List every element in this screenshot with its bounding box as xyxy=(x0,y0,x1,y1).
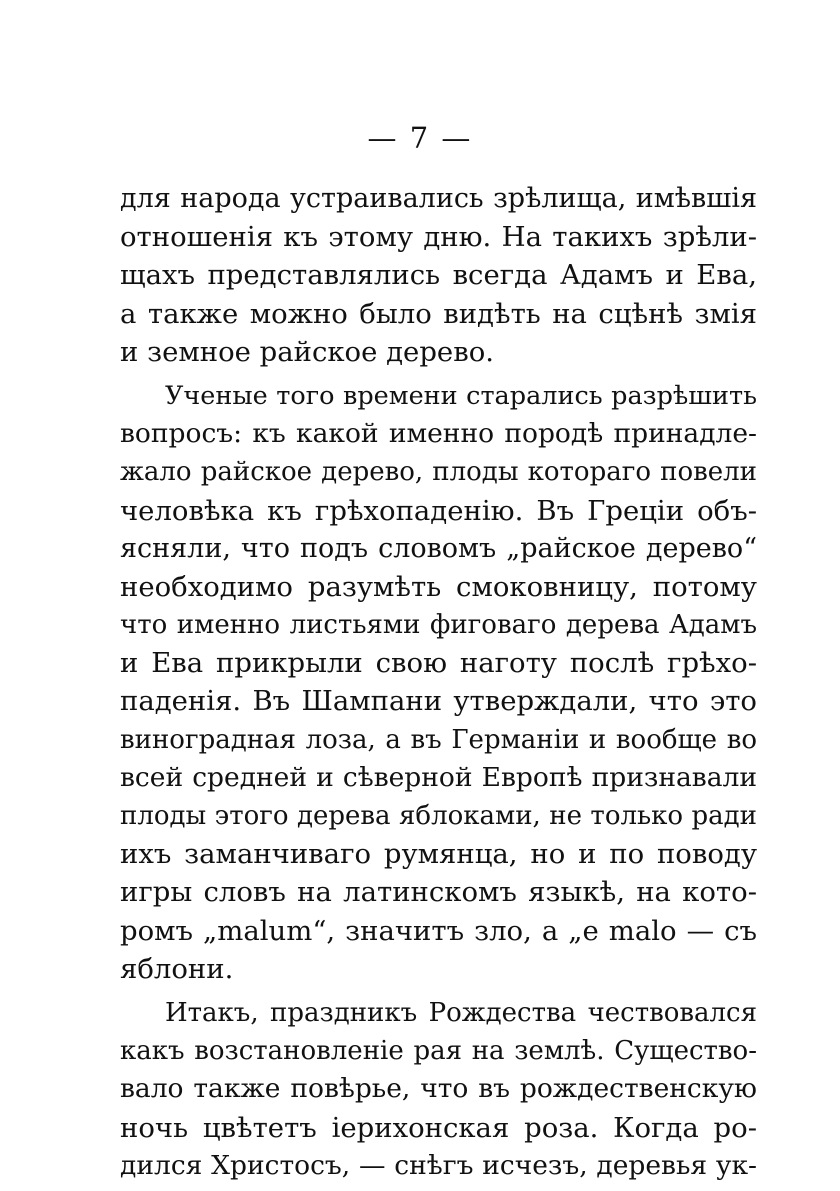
page-number: — 7 — xyxy=(367,121,473,155)
paragraph-2 xyxy=(120,377,757,988)
text-line: щахъ представлялись всегда Адамъ и Ева, xyxy=(120,259,757,292)
paragraph-1 xyxy=(120,180,757,371)
text-line: и Ева прикрыли свою наготу послѣ грѣхо- xyxy=(120,647,757,680)
text-line: и земное райское дерево. xyxy=(120,335,494,368)
text-line: что именно листьями фиговаго дерева Адамъ xyxy=(120,610,757,641)
text-line: вало также повѣрье, что въ рождественскую xyxy=(120,1073,757,1105)
text-line: отношенія къ этому дню. На такихъ зрѣли- xyxy=(120,221,757,254)
body-text xyxy=(120,180,757,1185)
text-line: вопросъ: къ какой именно породѣ принадле- xyxy=(120,418,757,450)
text-line: ромъ „malum“, значитъ зло, а „e malo — съ xyxy=(120,914,757,947)
text-line: паденія. Въ Шампани утверждали, что это xyxy=(120,685,757,718)
text-line: Ученые того времени старались разрѣшить xyxy=(165,380,757,411)
text-line: всей средней и сѣверной Европѣ признавали xyxy=(120,761,757,793)
text-line: жало райское дерево, плоды котораго повели xyxy=(120,457,757,488)
text-line: игры словъ на латинскомъ языкѣ, на кото- xyxy=(120,876,757,909)
paragraph-3 xyxy=(120,994,757,1185)
text-line: плоды этого дерева яблоками, не только ради xyxy=(120,801,757,831)
text-line: ясняли, что подъ словомъ „райское дерево“ xyxy=(120,532,757,564)
text-line: яблони. xyxy=(120,952,234,985)
text-line: ихъ заманчиваго румянца, но и по поводу xyxy=(120,838,757,871)
text-line: человѣка къ грѣхопаденію. Въ Греціи объ- xyxy=(120,494,757,527)
text-line: Итакъ, праздникъ Рождества чествовался xyxy=(165,997,757,1028)
text-line: а также можно было видѣть на сцѣнѣ змія xyxy=(120,297,757,330)
text-line: ночь цвѣтетъ іерихонская роза. Когда ро- xyxy=(120,1111,757,1144)
text-line: необходимо разумѣть смоковницу, потому xyxy=(120,570,757,603)
text-line: для народа устраивались зрѣлища, имѣвшія xyxy=(120,183,757,214)
text-line: какъ возстановленіе рая на землѣ. Существо- xyxy=(120,1036,757,1067)
text-line: виноградная лоза, а въ Германіи и вообще во xyxy=(120,724,757,755)
text-line: дился Христосъ, — снѣгъ исчезъ, деревья ук- xyxy=(120,1149,757,1181)
